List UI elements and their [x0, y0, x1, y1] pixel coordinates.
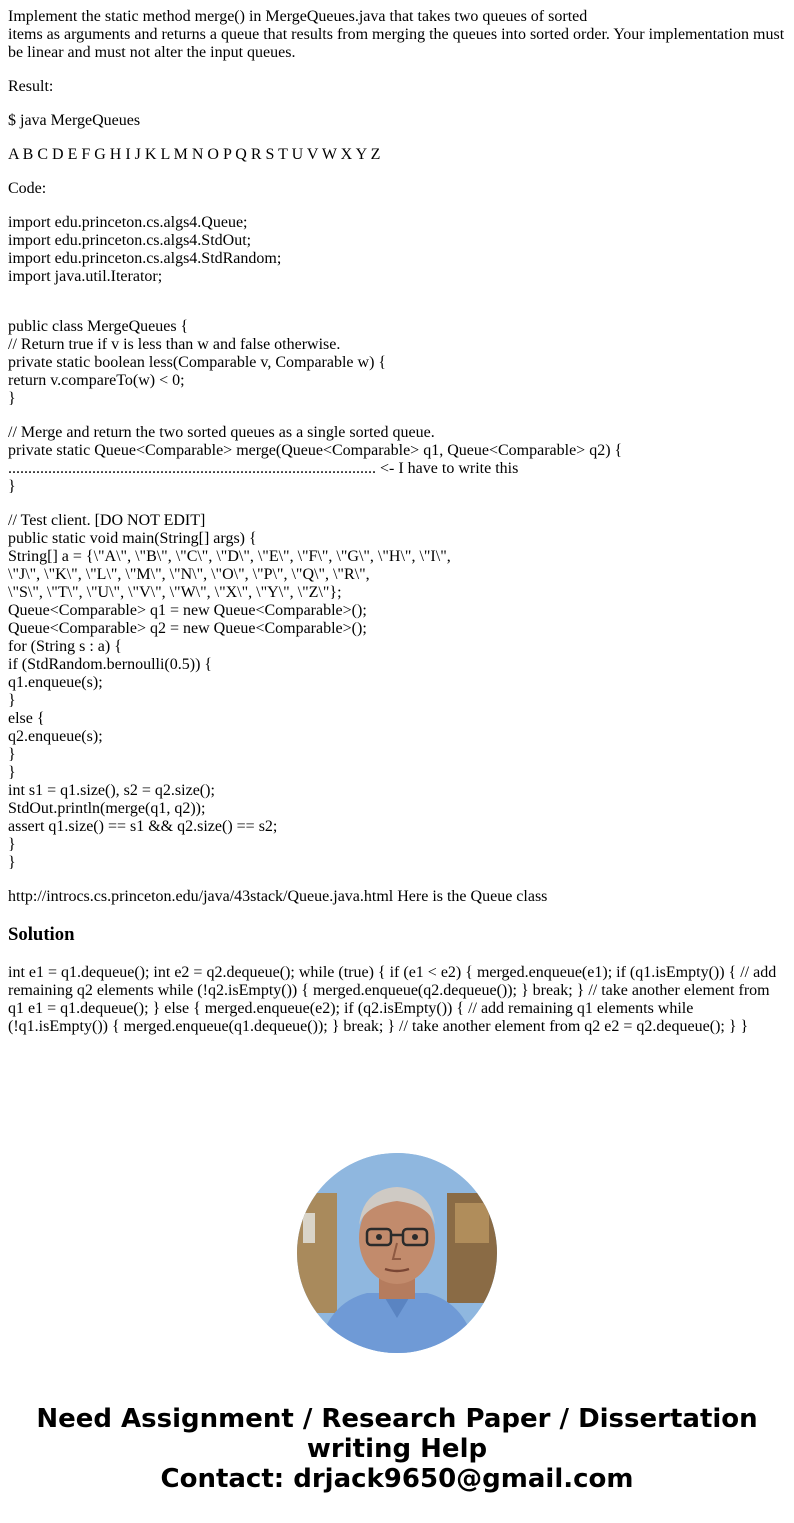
task-description-line2: items as arguments and returns a queue that results from merging the queues into sorted order. Your implementation must be linear and must not alter the input queues. — [8, 26, 785, 61]
code-line: } — [8, 746, 16, 763]
code-line: String[] a = {\"A\", \"B\", \"C\", \"D\", \"E\", \"F\", \"G\", \"H\", \"I\", — [8, 548, 451, 565]
code-line: assert q1.size() == s1 && q2.size() == s2; — [8, 818, 278, 835]
code-line: } — [8, 854, 16, 871]
import-line: import edu.princeton.cs.algs4.StdOut; — [8, 232, 252, 249]
code-line: } — [8, 764, 16, 781]
result-label: Result: — [8, 78, 54, 95]
merge-method-block — [8, 424, 786, 496]
import-line: import java.util.Iterator; — [8, 268, 163, 285]
code-line: } — [8, 390, 16, 407]
code-line: Queue<Comparable> q2 = new Queue<Comparable>(); — [8, 620, 367, 637]
queue-class-reference: http://introcs.cs.princeton.edu/java/43stack/Queue.java.html Here is the Queue class — [8, 888, 548, 905]
imports-block — [8, 214, 786, 286]
import-line: import edu.princeton.cs.algs4.StdRandom; — [8, 250, 282, 267]
code-line: q1.enqueue(s); — [8, 674, 103, 691]
code-line: ............................................................................................ <- I have to write this — [8, 460, 519, 477]
code-line: \"J\", \"K\", \"L\", \"M\", \"N\", \"O\", \"P\", \"Q\", \"R\", — [8, 566, 370, 583]
code-line: int s1 = q1.size(), s2 = q2.size(); — [8, 782, 215, 799]
code-line: } — [8, 478, 16, 495]
program-output: A B C D E F G H I J K L M N O P Q R S T U V W X Y Z — [8, 146, 381, 163]
code-line: private static boolean less(Comparable v, Comparable w) { — [8, 354, 387, 371]
contact-banner-line2: writing Help — [306, 1434, 488, 1464]
code-line: Queue<Comparable> q1 = new Queue<Comparable>(); — [8, 602, 367, 619]
code-line: else { — [8, 710, 45, 727]
code-line: if (StdRandom.bernoulli(0.5)) { — [8, 656, 213, 673]
code-line: // Merge and return the two sorted queues as a single sorted queue. — [8, 424, 435, 441]
solution-text: int e1 = q1.dequeue(); int e2 = q2.dequeue(); while (true) { if (e1 < e2) { merged.enqueue(e1); if (q1.isEmpty()) { // add remaining q2 elements while (!q2.isEmpty()) { merged.enqueue(q2.dequeue()); } break; } // take another element from q1 e1 = q1.dequeue(); } else { merged.enqueue(e2); if (q2.isEmpty()) { // add remaining q1 elements while (!q1.isEmpty()) { merged.enqueue(q1.dequeue()); } break; } // take another element from q2 e2 = q2.dequeue(); } } — [8, 964, 777, 1035]
task-description — [8, 8, 786, 62]
code-line: // Test client. [DO NOT EDIT] — [8, 512, 206, 529]
code-line: private static Queue<Comparable> merge(Queue<Comparable> q1, Queue<Comparable> q2) { — [8, 442, 623, 459]
code-label: Code: — [8, 180, 47, 197]
contact-banner-line1: Need Assignment / Research Paper / Dissertation — [36, 1404, 758, 1434]
code-line: public static void main(String[] args) { — [8, 530, 257, 547]
code-line: for (String s : a) { — [8, 638, 122, 655]
code-line: } — [8, 692, 16, 709]
command-line: $ java MergeQueues — [8, 112, 141, 129]
code-line: } — [8, 836, 16, 853]
main-method-block — [8, 512, 786, 872]
spacer — [8, 302, 786, 318]
code-line: return v.compareTo(w) < 0; — [8, 372, 185, 389]
code-line: public class MergeQueues { — [8, 318, 189, 335]
code-line: q2.enqueue(s); — [8, 728, 103, 745]
solution-heading: Solution — [8, 924, 75, 945]
task-description-line1: Implement the static method merge() in MergeQueues.java that takes two queues of sorted — [8, 8, 588, 25]
person-photo-icon — [297, 1153, 497, 1353]
contact-email: Contact: drjack9650@gmail.com — [160, 1464, 634, 1494]
contact-banner — [0, 1404, 794, 1494]
code-line: // Return true if v is less than w and false otherwise. — [8, 336, 341, 353]
class-header-block — [8, 318, 786, 408]
code-line: \"S\", \"T\", \"U\", \"V\", \"W\", \"X\", \"Y\", \"Z\"}; — [8, 584, 342, 601]
code-line: StdOut.println(merge(q1, q2)); — [8, 800, 206, 817]
import-line: import edu.princeton.cs.algs4.Queue; — [8, 214, 248, 231]
avatar — [297, 1153, 497, 1353]
